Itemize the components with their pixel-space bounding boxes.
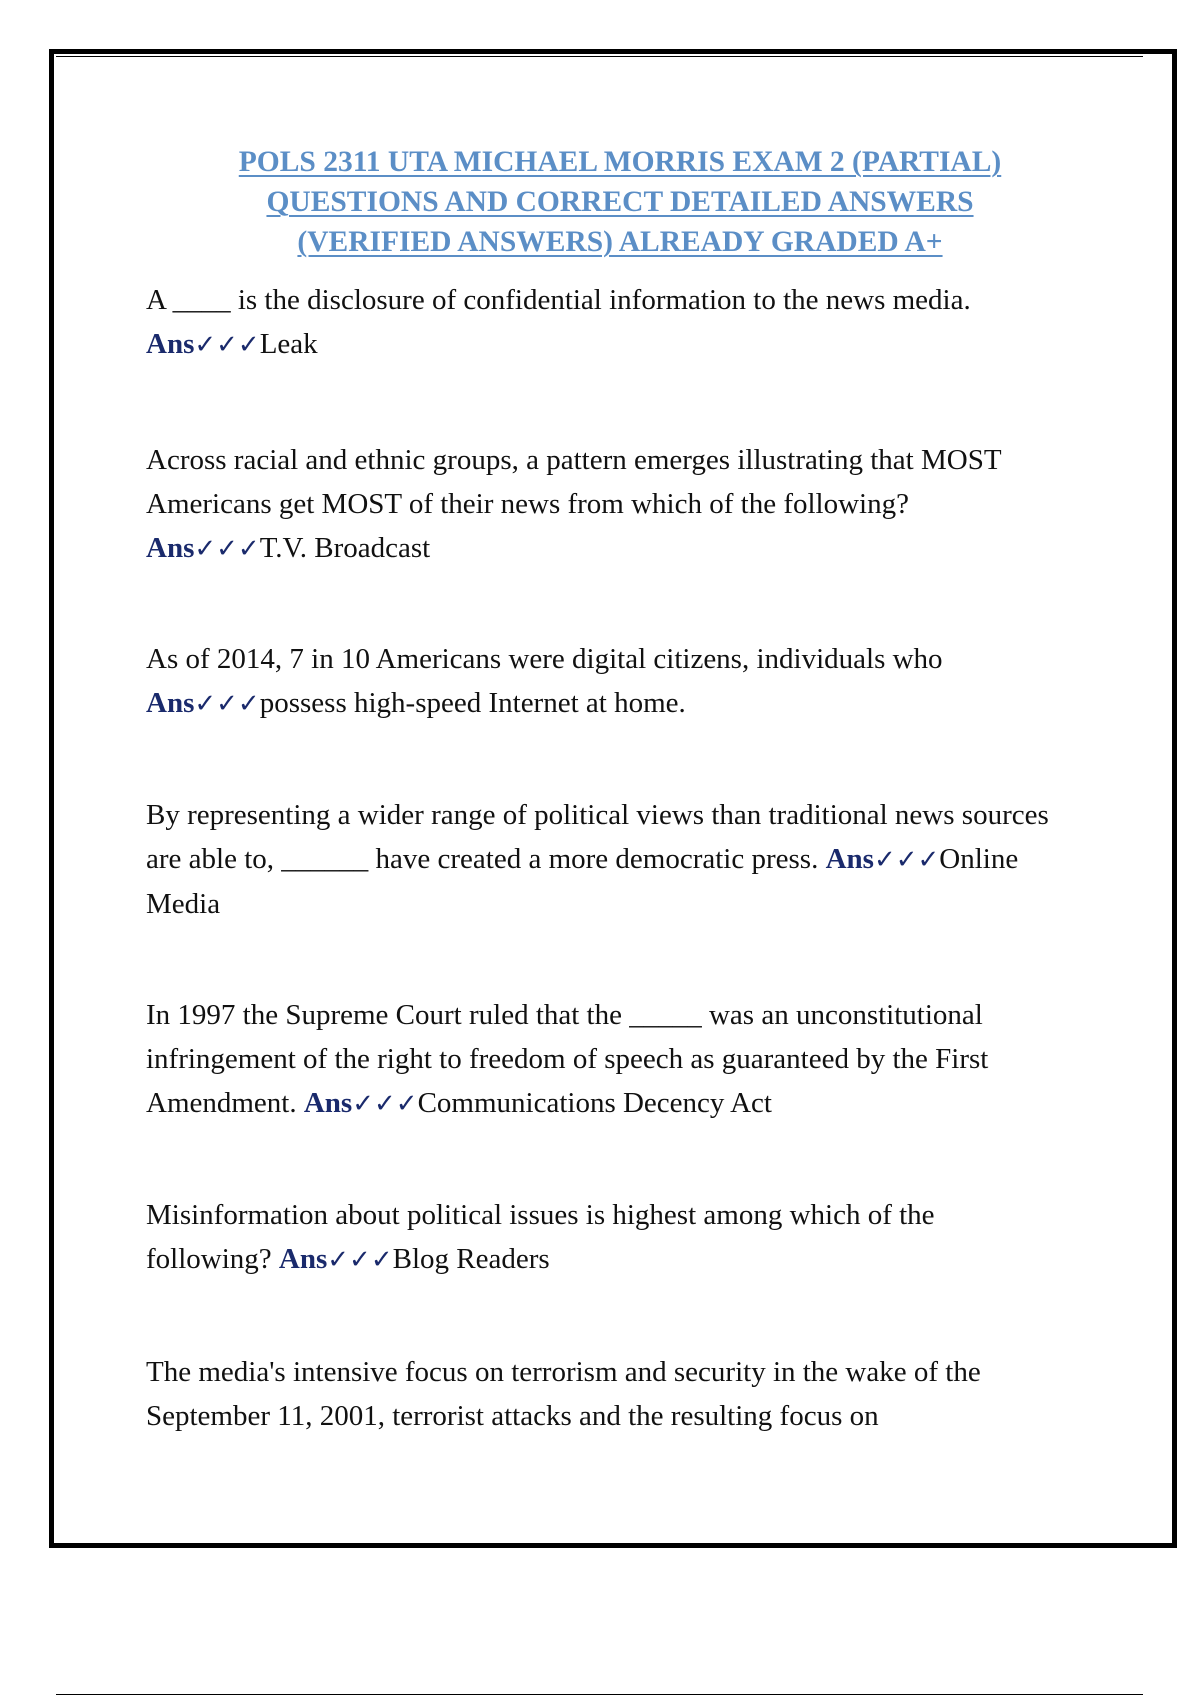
answer-text: Blog Readers bbox=[392, 1243, 550, 1275]
answer-label: Ans bbox=[278, 1243, 328, 1275]
qa-item-1 bbox=[146, 278, 1096, 367]
answer-label: Ans bbox=[146, 687, 195, 719]
answer-label: Ans bbox=[146, 328, 195, 360]
check-marks-icon: ✓✓✓ bbox=[194, 534, 260, 564]
qa-item-2 bbox=[146, 438, 1016, 571]
check-marks-icon: ✓✓✓ bbox=[194, 689, 260, 719]
answer-text: Online Media bbox=[146, 843, 1019, 920]
answer-text: possess high-speed Internet at home. bbox=[259, 687, 686, 719]
qa-item-7 bbox=[146, 1350, 1096, 1438]
question-text: The media's intensive focus on terrorism and security in the wake of the September 11, 2001, terrorist attacks and the resulting focus on bbox=[146, 1356, 981, 1432]
question-text: Across racial and ethnic groups, a pattern emerges illustrating that MOST Americans get MOST of their news from which of the following? bbox=[146, 444, 1002, 520]
question-text: Misinformation about political issues is highest among which of the following? bbox=[146, 1199, 935, 1275]
qa-item-6 bbox=[146, 1193, 1026, 1282]
title-line-2: QUESTIONS AND CORRECT DETAILED ANSWERS bbox=[266, 186, 974, 218]
qa-item-5 bbox=[146, 993, 1106, 1126]
question-text: As of 2014, 7 in 10 Americans were digital citizens, individuals who bbox=[146, 643, 943, 675]
title-line-3: (VERIFIED ANSWERS) ALREADY GRADED A+ bbox=[297, 226, 943, 258]
check-marks-icon: ✓✓✓ bbox=[352, 1089, 418, 1119]
question-text: A ____ is the disclosure of confidential information to the news media. bbox=[146, 284, 971, 316]
answer-label: Ans bbox=[825, 843, 874, 875]
frame-top-rule bbox=[56, 56, 1143, 57]
qa-item-3 bbox=[146, 637, 1066, 726]
answer-text: T.V. Broadcast bbox=[259, 532, 431, 564]
question-text: In 1997 the Supreme Court ruled that the _____ was an unconstitutional infringement of the right to freedom of speech as guaranteed by the First Amendment. bbox=[146, 999, 989, 1119]
question-text: By representing a wider range of political views than traditional news sources are able to, ______ have created a more democratic press. bbox=[146, 799, 1049, 875]
answer-text: Communications Decency Act bbox=[417, 1087, 772, 1119]
document-title bbox=[140, 142, 1100, 262]
title-line-1: POLS 2311 UTA MICHAEL MORRIS EXAM 2 (PARTIAL) bbox=[238, 146, 1002, 178]
answer-label: Ans bbox=[146, 532, 195, 564]
check-marks-icon: ✓✓✓ bbox=[327, 1245, 393, 1275]
page-bottom-rule bbox=[56, 1694, 1143, 1695]
answer-label: Ans bbox=[303, 1087, 353, 1119]
answer-text: Leak bbox=[259, 328, 318, 360]
check-marks-icon: ✓✓✓ bbox=[194, 330, 260, 360]
qa-item-4 bbox=[146, 793, 1056, 926]
check-marks-icon: ✓✓✓ bbox=[873, 845, 940, 875]
